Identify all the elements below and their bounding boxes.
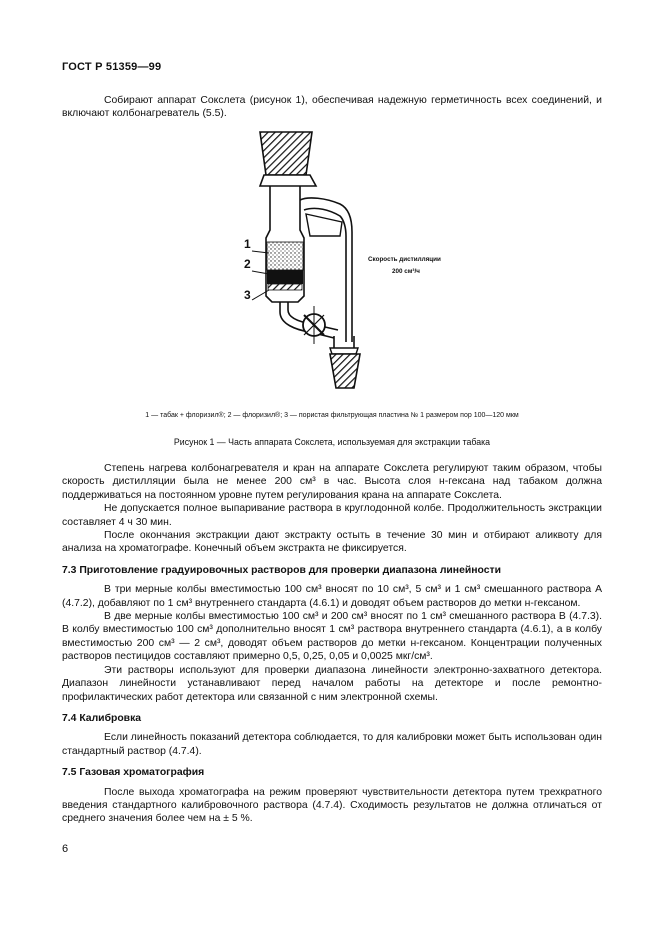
figure-caption: Рисунок 1 — Часть аппарата Сокслета, используемая для экстракции табака — [173, 437, 491, 447]
intro-paragraph — [62, 94, 602, 121]
layer-tobacco-florisil — [267, 242, 303, 270]
paragraph: После окончания экстракции дают экстракту остыть в течение 30 мин и отбирают аликвоту для анализа на хроматографе. Конечный объем экстракта не фиксируется. — [62, 530, 602, 555]
layer-florisil — [267, 270, 303, 284]
callout-lines — [250, 240, 270, 310]
paragraph: Не допускается полное выпаривание раствора в круглодонной колбе. Продолжительность экстракции составляет 4 ч 30 мин. — [62, 503, 602, 528]
callout-2: 2 — [244, 257, 251, 271]
paragraph: В две мерные колбы вместимостью 100 см³ и 200 см³ вносят по 1 см³ смешанного раствора В (4.7.3). В колбу вместимостью 100 см³ дополнительно вносят 1 см³ раствора внутреннего стандарта (4.6.1), а в колбу вместимостью 200 см³ — 2 см³, доводят объем растворов до метки н-гексаном. Концентрации полученных растворов пестицидов составляют примерно 0,5, 0,25, 0,05 и 0,0025 мкг/см³. — [62, 611, 602, 663]
paragraph: После выхода хроматографа на режим проверяют чувствительности детектора путем трехкратного введения стандартного калибровочного раствора (4.7.4). Сходимость результатов не должна отличаться от среднего значения более чем на ± 5 %. — [62, 786, 602, 825]
paragraph: В три мерные колбы вместимостью 100 см³ вносят по 10 см³, 5 см³ и 1 см³ смешанного раствора А (4.7.2), добавляют по 1 см³ внутреннего стандарта (4.6.1) и доводят объем растворов до метки н-гексаном. — [62, 584, 602, 609]
body-text — [62, 462, 602, 826]
callout-3: 3 — [244, 288, 251, 302]
top-stopper — [260, 132, 312, 175]
document-header: ГОСТ Р 51359—99 — [62, 61, 162, 73]
distillation-rate — [368, 254, 441, 278]
section-heading: 7.5 Газовая хроматография — [62, 767, 205, 779]
paragraph: Степень нагрева колбонагревателя и кран на аппарате Сокслета регулируют таким образом, чтобы скорость дистилляции была не менее 200 см³ в час. Высота слоя н-гексана над табаком должна поддерживаться на постоянном уровне путем регулирования крана на аппарате Сокслета. — [62, 463, 602, 501]
rate-value: 200 см³/ч — [392, 268, 420, 275]
page-number: 6 — [62, 843, 69, 855]
paragraph: Эти растворы используют для проверки диапазона линейности электронно-захватного детектора. Диапазон линейности устанавливают перед началом работы на детекторе и после ремонтно-профилактических работ детектора или связанной с ним электронной схемы. — [62, 664, 602, 703]
neck — [260, 175, 316, 186]
figure-legend: 1 — табак + флоризил®; 2 — флоризил®; 3 — пористая фильтрующая пластина № 1 размером пор 100—120 мкм — [145, 412, 519, 419]
filter-plate — [268, 284, 302, 290]
inner-trap — [306, 214, 342, 236]
intro-text: Собирают аппарат Сокслета (рисунок 1), обеспечивая надежную герметичность всех соединений, и включают колбонагреватель (5.5). — [62, 95, 602, 120]
section-heading: 7.3 Приготовление градуировочных растворов для проверки диапазона линейности — [62, 564, 501, 576]
section-heading: 7.4 Калибровка — [62, 712, 142, 724]
rate-label: Скорость дистилляции — [368, 256, 441, 263]
paragraph: Если линейность показаний детектора соблюдается, то для калибровки может быть использован один стандартный раствор (4.7.4). — [62, 732, 602, 757]
bottom-stopper — [330, 354, 360, 388]
callout-1: 1 — [244, 237, 251, 251]
